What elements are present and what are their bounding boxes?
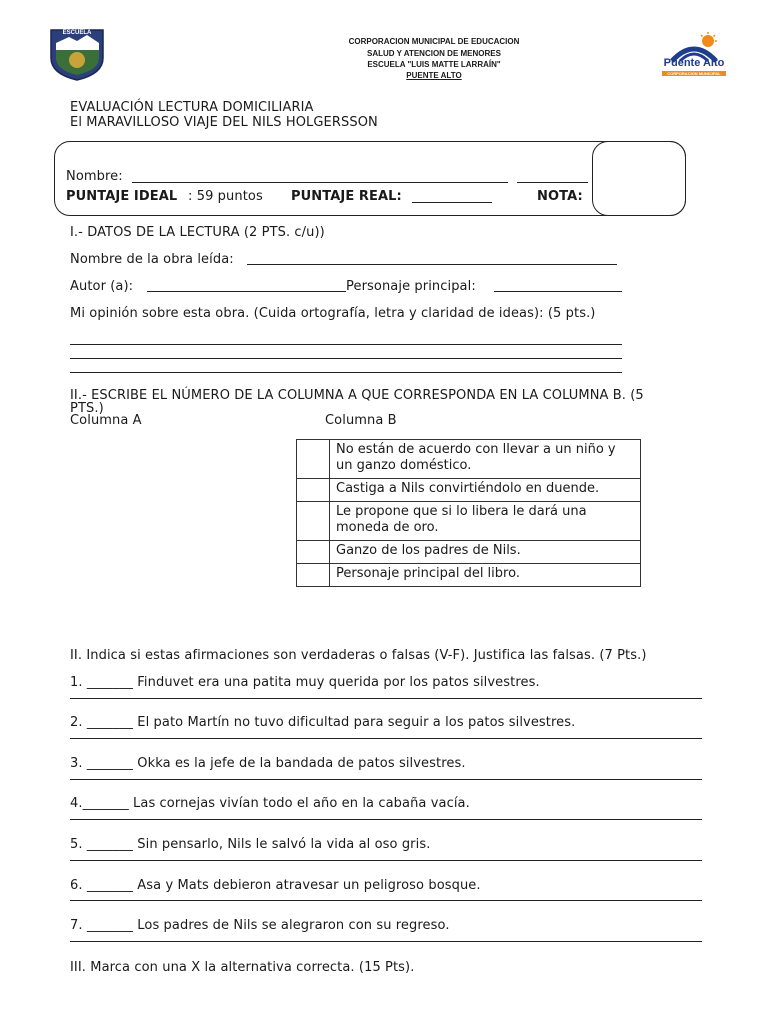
vf-item-1 [70, 675, 540, 690]
vf-statement: Asa y Mats debieron atravesar un peligroso bosque. [133, 878, 481, 893]
justify-line-7[interactable] [70, 941, 702, 942]
nota-label: NOTA: [537, 189, 583, 204]
justify-line-1[interactable] [70, 698, 702, 699]
matching-table [296, 439, 641, 587]
title-line-2: El MARAVILLOSO VIAJE DEL NILS HOLGERSSON [70, 115, 378, 130]
vf-statement: El pato Martín no tuvo dificultad para seguir a los patos silvestres. [133, 715, 576, 730]
vf-statement: Sin pensarlo, Nils le salvó la vida al oso gris. [133, 837, 431, 852]
vf-answer-blank[interactable]: 7. _______ [70, 918, 134, 933]
name-input-line[interactable] [132, 182, 508, 183]
title-line-1: EVALUACIÓN LECTURA DOMICILIARIA [70, 100, 314, 115]
vf-answer-blank[interactable]: 5. _______ [70, 837, 134, 852]
section1-heading: I.- DATOS DE LA LECTURA (2 PTS. c/u)) [70, 225, 325, 240]
justify-line-5[interactable] [70, 860, 702, 861]
obra-input-line[interactable] [247, 264, 617, 265]
vf-statement: Los padres de Nils se alegraron con su regreso. [133, 918, 450, 933]
vf-answer-blank[interactable]: 2. _______ [70, 715, 134, 730]
obra-label: Nombre de la obra leída: [70, 252, 234, 267]
justify-line-2[interactable] [70, 738, 702, 739]
vf-statement: Okka es la jefe de la bandada de patos silvestres. [133, 756, 466, 771]
section2-heading-line-1: II.- ESCRIBE EL NÚMERO DE LA COLUMNA A QUE CORRESPONDA EN LA COLUMNA B. (5 [70, 388, 644, 403]
column-b-item: Le propone que si lo libera le dará una moneda de oro. [330, 502, 641, 541]
autor-input-line[interactable] [147, 291, 346, 292]
table-row [297, 479, 641, 502]
column-b-item: Castiga a Nils convirtiéndolo en duende. [330, 479, 641, 502]
school-crest-logo [47, 28, 107, 82]
opinion-line-2[interactable] [70, 358, 622, 359]
section4-heading: III. Marca con una X la alternativa correcta. (15 Pts). [70, 960, 415, 975]
column-b-item: Ganzo de los padres de Nils. [330, 541, 641, 564]
vf-item-5 [70, 837, 430, 852]
vf-item-7 [70, 918, 450, 933]
school-logo-text: ESCUELA [62, 30, 92, 36]
opinion-line-1[interactable] [70, 344, 622, 345]
name-input-line-2[interactable] [517, 182, 588, 183]
table-row [297, 440, 641, 479]
opinion-line-3[interactable] [70, 372, 622, 373]
vf-statement: Finduvet era una patita muy querida por los patos silvestres. [133, 675, 540, 690]
justify-line-4[interactable] [70, 819, 702, 820]
justify-line-6[interactable] [70, 900, 702, 901]
vf-statement: Las cornejas vivían todo el año en la cabaña vacía. [128, 796, 470, 811]
personaje-label: Personaje principal: [346, 279, 476, 294]
opinion-label: Mi opinión sobre esta obra. (Cuida ortografía, letra y claridad de ideas): (5 pts.) [70, 306, 596, 321]
personaje-input-line[interactable] [494, 291, 622, 292]
column-b-item: Personaje principal del libro. [330, 564, 641, 587]
column-b-item: No están de acuerdo con llevar a un niño y un ganzo doméstico. [330, 440, 641, 479]
header-line-1: CORPORACION MUNICIPAL DE EDUCACION [348, 37, 520, 46]
column-a-label: Columna A [70, 413, 142, 428]
answer-cell[interactable] [297, 541, 330, 564]
puente-alto-logo [664, 31, 724, 81]
answer-cell[interactable] [297, 479, 330, 502]
puntaje-real-label: PUNTAJE REAL: [291, 189, 402, 204]
autor-label: Autor (a): [70, 279, 134, 294]
vf-item-4 [70, 796, 470, 811]
vf-item-6 [70, 878, 481, 893]
header-line-2: SALUD Y ATENCION DE MENORES [367, 49, 501, 58]
section2-heading-line-2: PTS.) [70, 401, 104, 416]
muni-logo-subtext: CORPORACION MUNICIPAL [662, 71, 726, 76]
table-row [297, 564, 641, 587]
header-line-3: ESCUELA "LUIS MATTE LARRAÍN" [367, 60, 501, 69]
header-line-4: PUENTE ALTO [406, 71, 462, 80]
justify-line-3[interactable] [70, 779, 702, 780]
answer-cell[interactable] [297, 502, 330, 541]
table-row [297, 541, 641, 564]
puntaje-ideal-value: : 59 puntos [188, 189, 263, 204]
vf-item-3 [70, 756, 466, 771]
column-b-label: Columna B [325, 413, 397, 428]
puntaje-real-input-line[interactable] [412, 202, 492, 203]
section3-heading: II. Indica si estas afirmaciones son verdaderas o falsas (V-F). Justifica las falsas. (7 Pts.) [70, 648, 647, 663]
answer-cell[interactable] [297, 440, 330, 479]
answer-cell[interactable] [297, 564, 330, 587]
grade-box[interactable] [592, 141, 686, 216]
name-label: Nombre: [66, 169, 123, 184]
vf-answer-blank[interactable]: 1. _______ [70, 675, 134, 690]
puntaje-ideal-label: PUNTAJE IDEAL [66, 189, 178, 204]
vf-item-2 [70, 715, 575, 730]
muni-logo-text: Puente Alto [663, 57, 725, 69]
vf-answer-blank[interactable]: 3. _______ [70, 756, 134, 771]
vf-answer-blank[interactable]: 4._______ [70, 796, 129, 811]
vf-answer-blank[interactable]: 6. _______ [70, 878, 134, 893]
table-row [297, 502, 641, 541]
